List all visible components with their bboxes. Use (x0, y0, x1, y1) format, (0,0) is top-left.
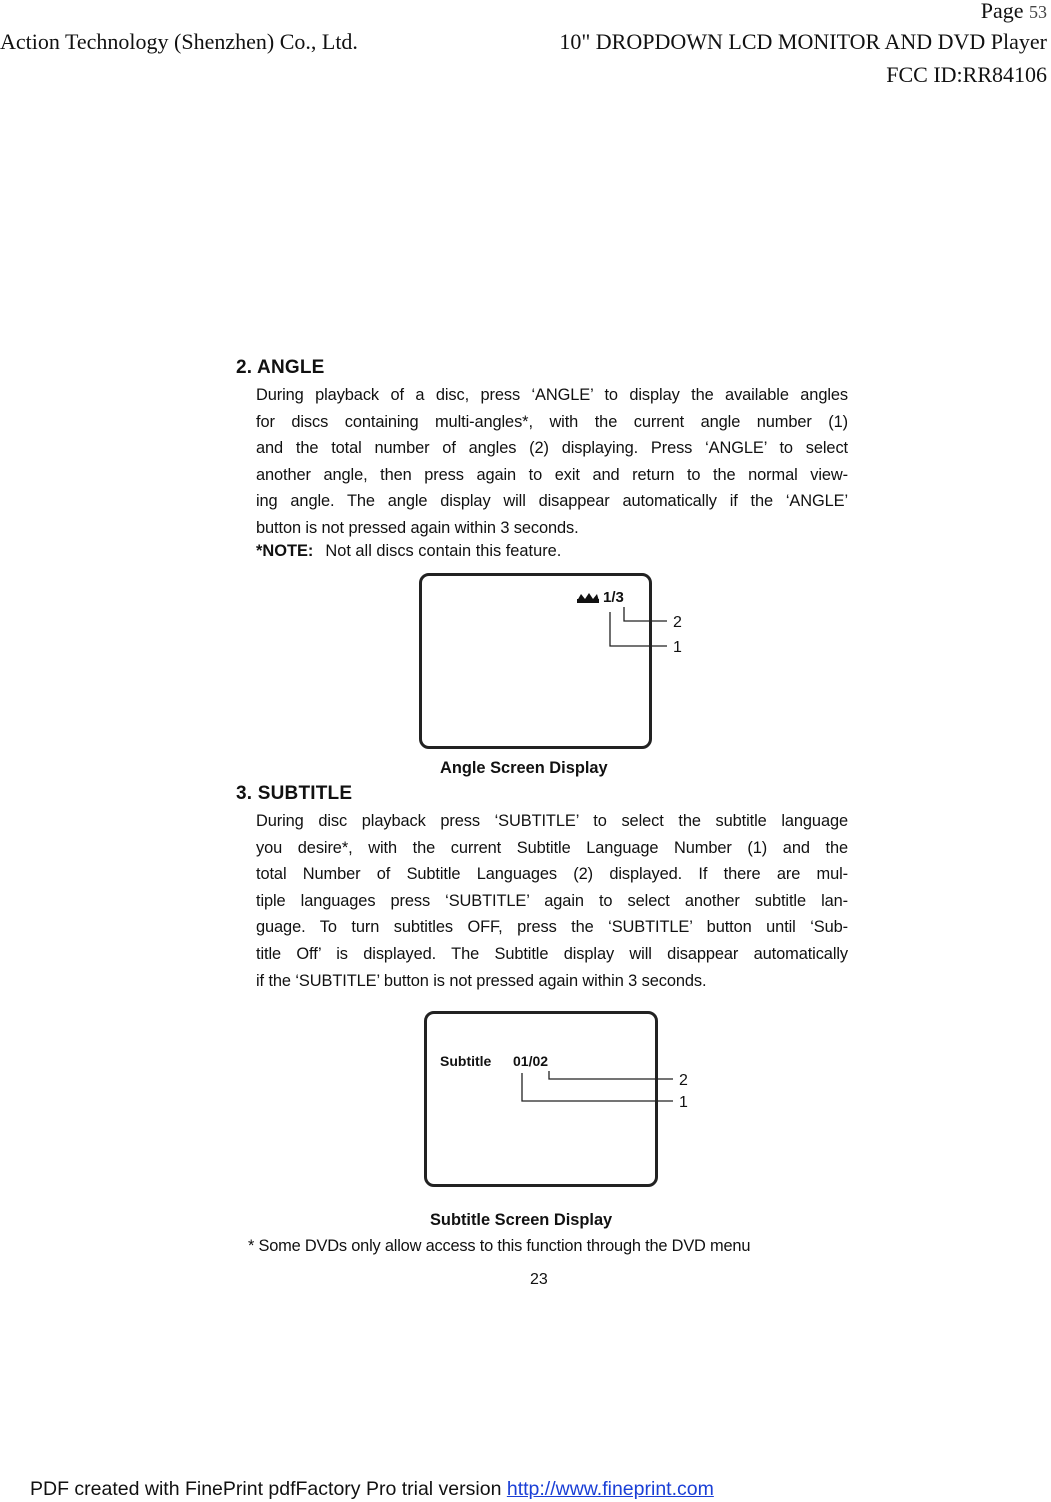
angle-note (256, 542, 561, 561)
page-number: 53 (1029, 2, 1047, 22)
footnote: * Some DVDs only allow access to this function through the DVD menu (248, 1237, 751, 1255)
subtitle-line-5: guage. To turn subtitles OFF, press the ‘SUBTITLE’ button until ‘Sub- (256, 918, 848, 937)
page-label (981, 0, 1047, 24)
angle-line-6: button is not pressed again within 3 seconds. (256, 518, 579, 537)
angle-line-4: another angle, then press again to exit and return to the normal view- (256, 465, 848, 484)
angle-line-2: for discs containing multi-angles*, with the current angle number (1) (256, 412, 848, 431)
angle-line-3: and the total number of angles (2) displaying. Press ‘ANGLE’ to select (256, 439, 848, 458)
angle-heading: 2. ANGLE (236, 357, 325, 378)
note-label: *NOTE: (256, 542, 314, 560)
angle-line-5: ing angle. The angle display will disappear automatically if the ‘ANGLE’ (256, 492, 848, 511)
fineprint-link[interactable]: http://www.fineprint.com (506, 1478, 714, 1500)
angle-screen-value: 1/3 (603, 589, 624, 606)
angle-paragraph (256, 382, 848, 542)
angle-line-1: During playback of a disc, press ‘ANGLE’ to display the available angles (256, 386, 848, 404)
angle-screen-display (419, 573, 652, 749)
subtitle-line-4: tiple languages press ‘SUBTITLE’ again to select another subtitle lan- (256, 891, 848, 910)
subtitle-line-1: During disc playback press ‘SUBTITLE’ to select the subtitle language (256, 812, 848, 830)
product-title: 10" DROPDOWN LCD MONITOR AND DVD Player (559, 29, 1047, 54)
angle-screen-caption: Angle Screen Display (440, 759, 608, 777)
subtitle-screen-caption: Subtitle Screen Display (430, 1211, 613, 1229)
note-text: Not all discs contain this feature. (325, 542, 562, 560)
angle-callout-1: 1 (673, 639, 682, 656)
pdf-footer-text: PDF created with FinePrint pdfFactory Pro trial version (30, 1478, 507, 1500)
subtitle-callout-2: 2 (679, 1072, 688, 1089)
pdf-footer (30, 1478, 714, 1501)
subtitle-heading: 3. SUBTITLE (236, 783, 353, 804)
subtitle-screen-label: Subtitle (440, 1053, 492, 1069)
manual-page-number: 23 (530, 1271, 548, 1288)
angle-callout-2: 2 (673, 614, 682, 631)
company-name: Action Technology (Shenzhen) Co., Ltd. (0, 29, 358, 54)
subtitle-line-3: total Number of Subtitle Languages (2) displayed. If there are mul- (256, 865, 848, 884)
fcc-id: FCC ID:RR84106 (886, 62, 1047, 87)
subtitle-screen-value: 01/02 (513, 1053, 549, 1069)
subtitle-callout-1: 1 (679, 1094, 688, 1111)
subtitle-line-2: you desire*, with the current Subtitle Language Number (1) and the (256, 838, 848, 857)
subtitle-paragraph (256, 808, 848, 994)
subtitle-line-7: if the ‘SUBTITLE’ button is not pressed again within 3 seconds. (256, 971, 707, 990)
subtitle-line-6: title Off’ is displayed. The Subtitle display will disappear automatically (256, 944, 848, 963)
page-label-text: Page (980, 0, 1024, 23)
subtitle-screen-display (424, 1011, 658, 1187)
